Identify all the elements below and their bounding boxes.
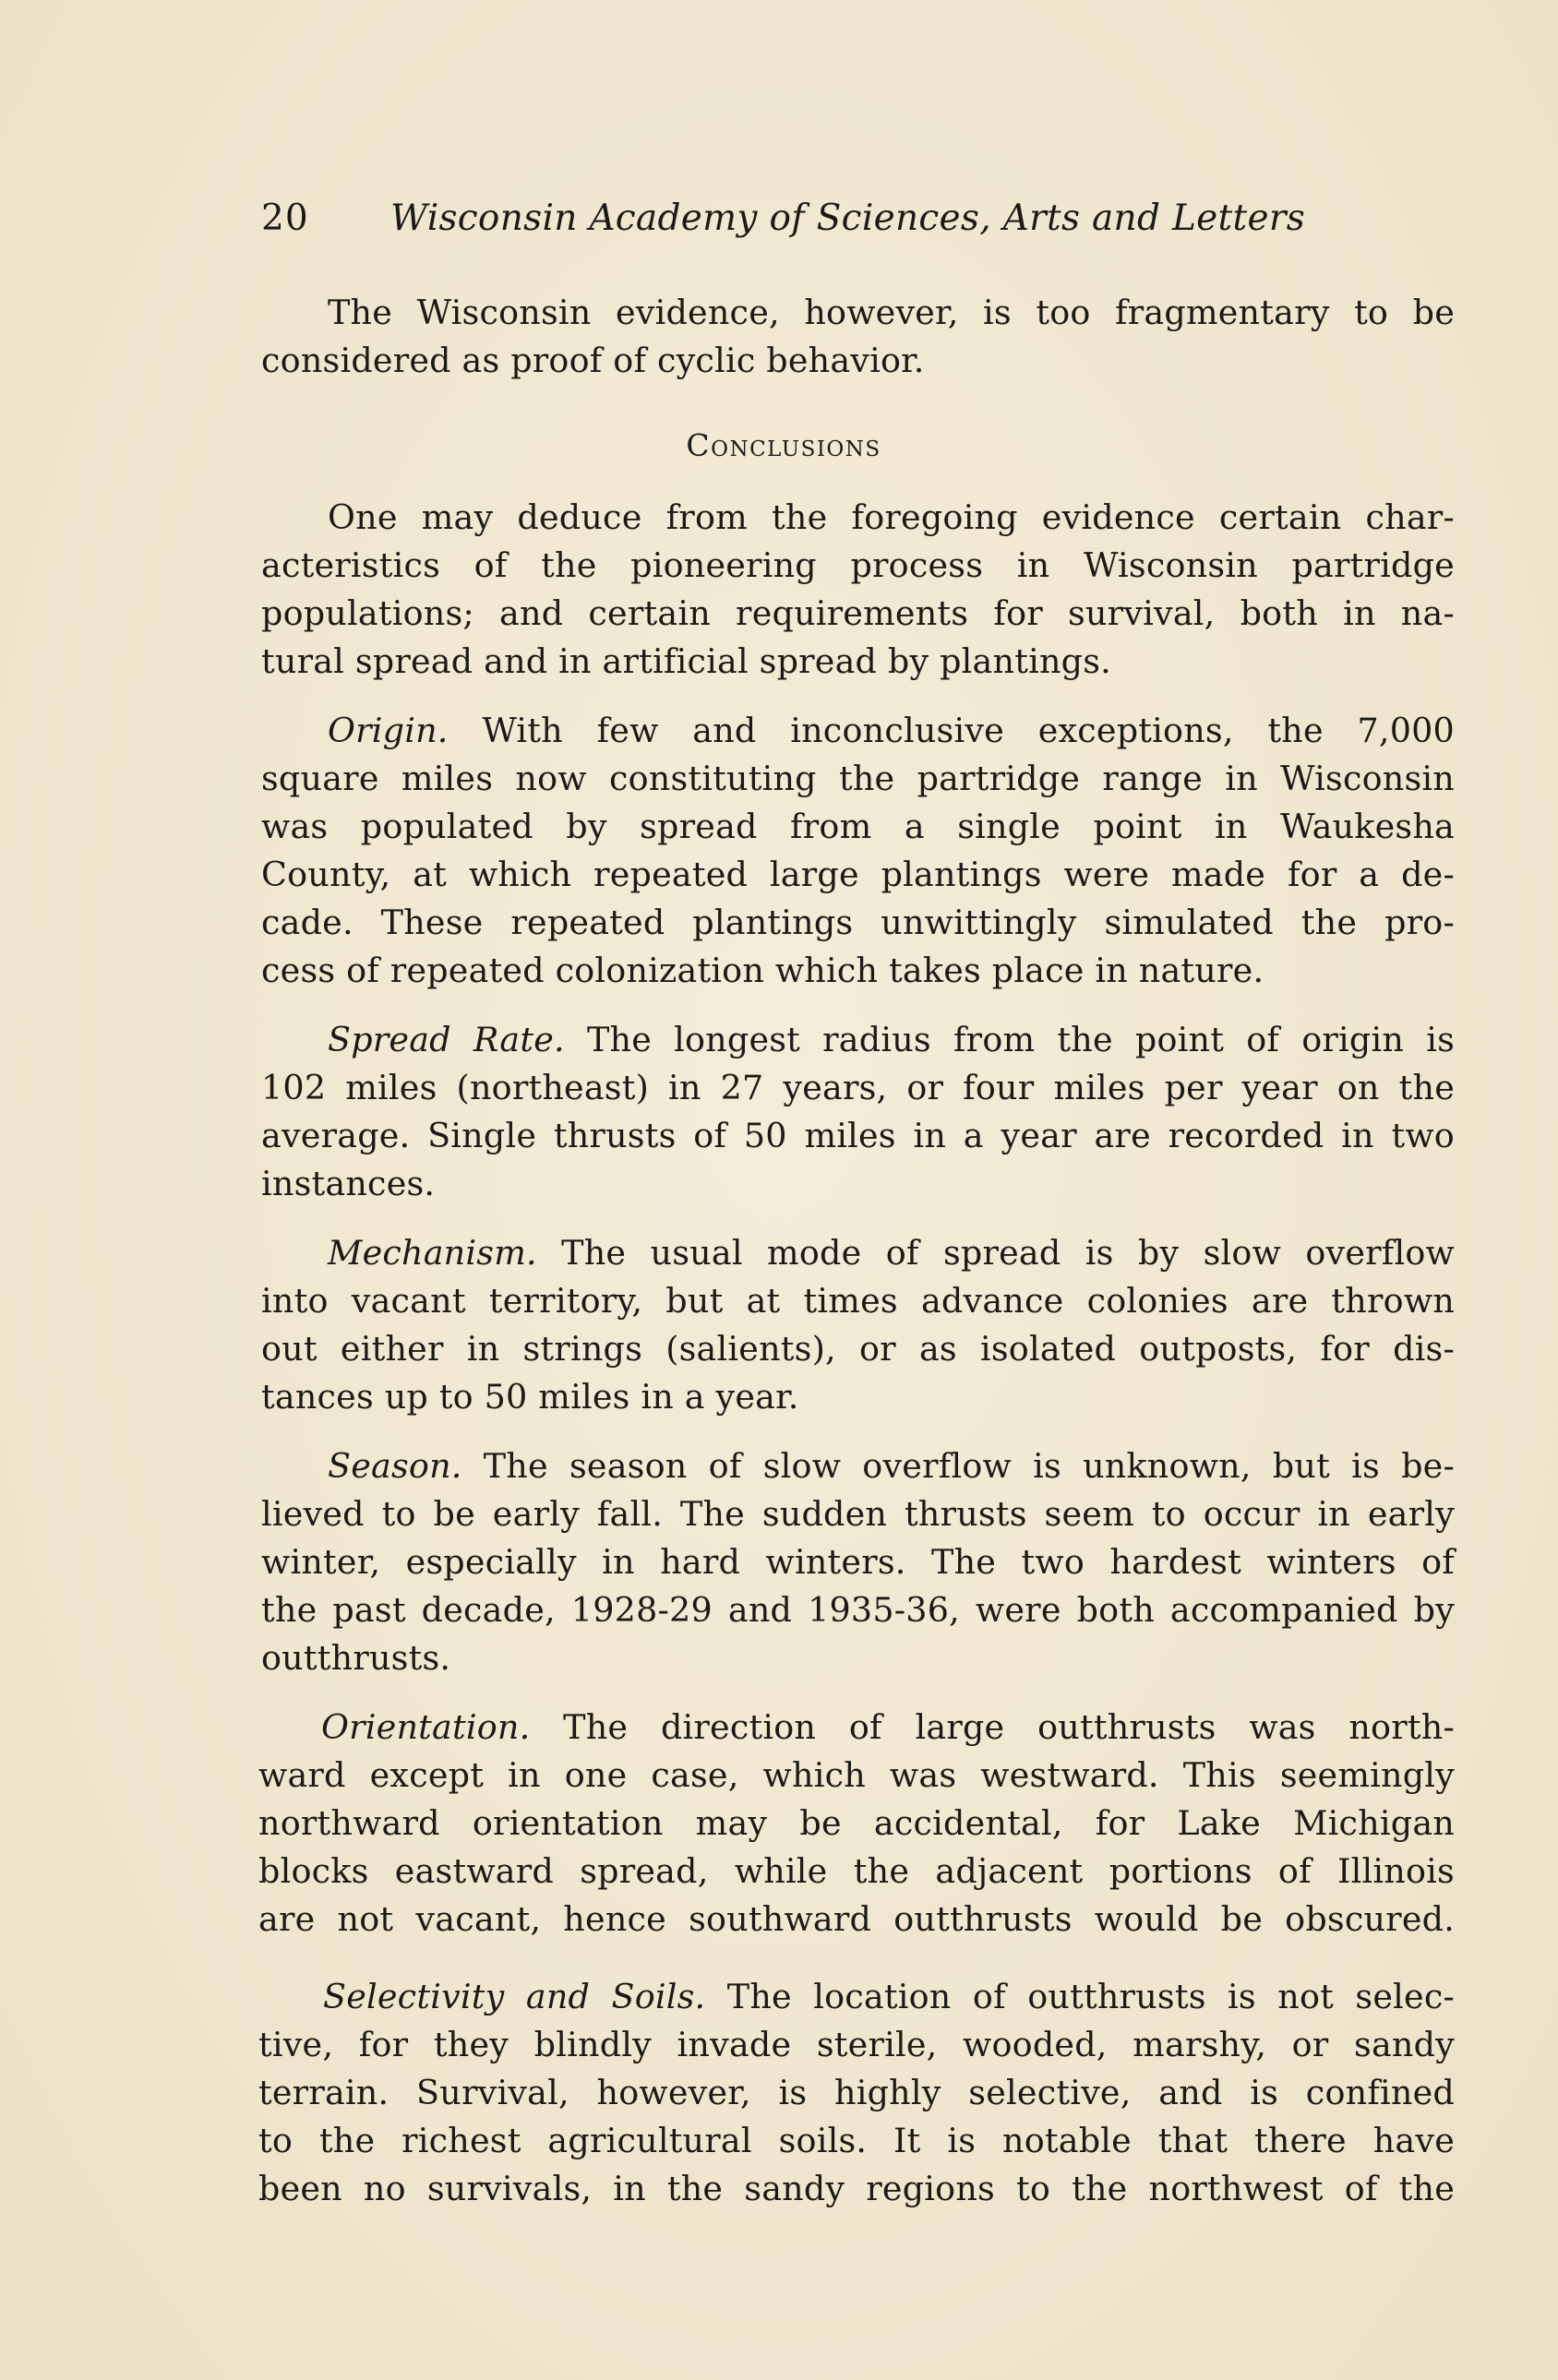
selectivity-first-rest: The location of outthrusts is not selec- bbox=[726, 1977, 1455, 2016]
selectivity-line-1 bbox=[323, 1973, 1455, 2021]
origin-line-3: was populated by spread from a single point in Waukesha bbox=[261, 807, 1455, 846]
orientation-line-1 bbox=[321, 1704, 1455, 1752]
selectivity-line-3: terrain. Survival, however, is highly selective, and is confined bbox=[258, 2073, 1455, 2112]
journal-title: Wisconsin Academy of Sciences, Arts and Letters bbox=[390, 197, 1306, 239]
spread-rate-first-rest: The longest radius from the point of origin is bbox=[586, 1020, 1455, 1059]
season-line-5: outthrusts. bbox=[261, 1638, 451, 1678]
mechanism-line-4: tances up to 50 miles in a year. bbox=[261, 1377, 799, 1417]
mechanism-line-2: into vacant territory, but at times advance colonies are thrown bbox=[261, 1281, 1455, 1321]
season-lead: Season. bbox=[328, 1446, 462, 1486]
selectivity-lead: Selectivity and Soils. bbox=[323, 1977, 706, 2016]
intro-line-2: considered as proof of cyclic behavior. bbox=[261, 341, 925, 380]
origin-line-1 bbox=[328, 707, 1455, 755]
origin-line-2: square miles now constituting the partridge range in Wisconsin bbox=[261, 759, 1455, 798]
origin-line-6: cess of repeated colonization which takes place in nature. bbox=[261, 951, 1264, 990]
orientation-line-3: northward orientation may be accidental, for Lake Michigan bbox=[258, 1803, 1455, 1843]
running-head bbox=[261, 191, 1332, 246]
spread-rate-line-3: average. Single thrusts of 50 miles in a year are recorded in two bbox=[261, 1116, 1455, 1155]
conclusions-line-4: tural spread and in artificial spread by plantings. bbox=[261, 641, 1111, 681]
mechanism-line-3: out either in strings (salients), or as isolated outposts, for dis- bbox=[261, 1329, 1455, 1369]
section-heading bbox=[0, 420, 1558, 472]
season-line-2: lieved to be early fall. The sudden thrusts seem to occur in early bbox=[261, 1494, 1455, 1534]
season-line-1 bbox=[328, 1442, 1455, 1490]
spread-rate-line-1 bbox=[328, 1016, 1455, 1064]
mechanism-first-rest: The usual mode of spread is by slow overflow bbox=[561, 1233, 1455, 1273]
origin-first-rest: With few and inconclusive exceptions, the 7,000 bbox=[482, 711, 1455, 750]
origin-line-5: cade. These repeated plantings unwittingly simulated the pro- bbox=[261, 903, 1455, 942]
conclusions-line-3: populations; and certain requirements for survival, both in na- bbox=[261, 593, 1455, 633]
spread-rate-line-4: instances. bbox=[261, 1164, 436, 1203]
origin-lead: Origin. bbox=[328, 711, 449, 750]
orientation-lead: Orientation. bbox=[321, 1707, 531, 1747]
season-line-3: winter, especially in hard winters. The two hardest winters of bbox=[261, 1542, 1455, 1582]
season-line-4: the past decade, 1928-29 and 1935-36, were both accompanied by bbox=[261, 1590, 1455, 1630]
spread-rate-line-2: 102 miles (northeast) in 27 years, or four miles per year on the bbox=[261, 1068, 1455, 1107]
mechanism-line-1 bbox=[328, 1229, 1455, 1277]
selectivity-line-4: to the richest agricultural soils. It is notable that there have bbox=[258, 2121, 1455, 2160]
orientation-line-5: are not vacant, hence southward outthrusts would be obscured. bbox=[258, 1899, 1455, 1939]
orientation-first-rest: The direction of large outthrusts was north- bbox=[563, 1707, 1455, 1747]
season-first-rest: The season of slow overflow is unknown, but is be- bbox=[483, 1446, 1455, 1486]
selectivity-line-2: tive, for they blindly invade sterile, wooded, marshy, or sandy bbox=[258, 2025, 1455, 2064]
intro-line-1: The Wisconsin evidence, however, is too fragmentary to be bbox=[328, 293, 1455, 332]
orientation-line-2: ward except in one case, which was westward. This seemingly bbox=[258, 1755, 1455, 1795]
conclusions-line-2: acteristics of the pioneering process in Wisconsin partridge bbox=[261, 545, 1455, 585]
selectivity-line-5: been no survivals, in the sandy regions to the northwest of the bbox=[258, 2169, 1455, 2208]
spread-rate-lead: Spread Rate. bbox=[328, 1020, 565, 1059]
origin-line-4: County, at which repeated large plantings were made for a de- bbox=[261, 855, 1455, 894]
conclusions-line-1: One may deduce from the foregoing evidence certain char- bbox=[328, 497, 1455, 537]
mechanism-lead: Mechanism. bbox=[328, 1233, 537, 1273]
page-number: 20 bbox=[261, 197, 309, 239]
orientation-line-4: blocks eastward spread, while the adjacent portions of Illinois bbox=[258, 1851, 1455, 1891]
section-heading-text: Conclusions bbox=[686, 427, 881, 463]
